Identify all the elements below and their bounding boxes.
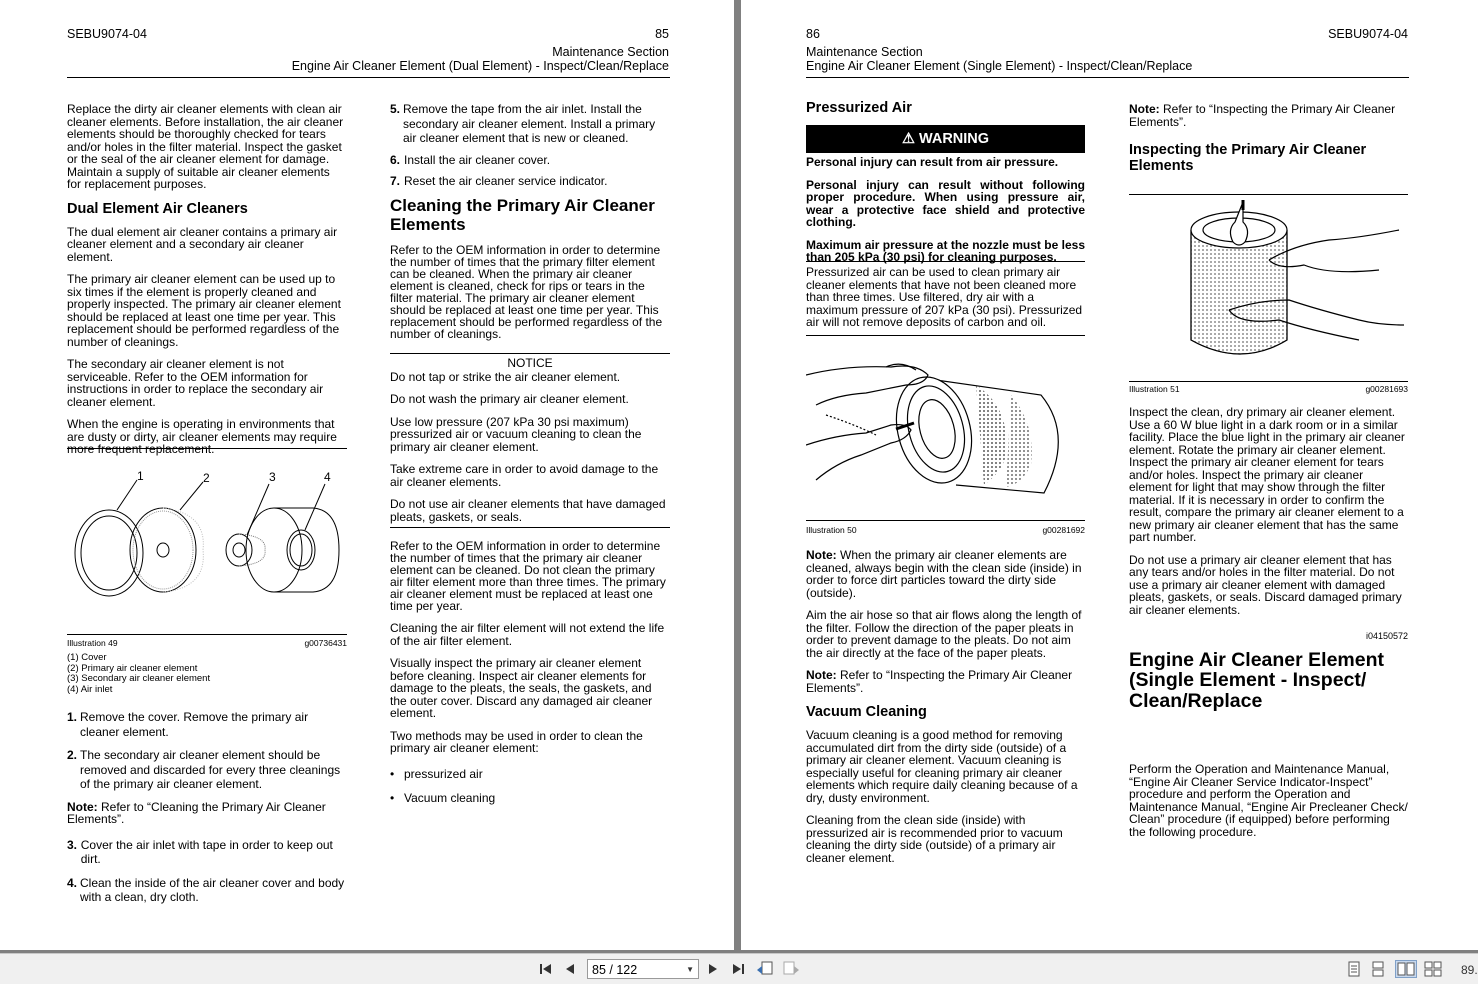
paragraph: Refer to the OEM information in order to determine the number of times that the primary filter element can be cleaned. When the primary air cleaner element is cleaned, check for rips or tears in the filter material. The primary air cleaner element should be replaced at least one time per year. This replacement should be performed regardless of the number of cleanings.	[390, 242, 663, 341]
warning-banner: ⚠ WARNING	[806, 125, 1085, 153]
legend-item: (4) Air inlet	[67, 683, 113, 695]
previous-page-icon[interactable]	[562, 960, 578, 978]
right-column-1	[806, 100, 1085, 268]
two-page-view-icon[interactable]	[1395, 960, 1417, 978]
left-column-1	[67, 103, 347, 466]
paragraph: Vacuum cleaning is a good method for removing accumulated dirt from the dirty side (outside) of a primary air cleaner element. Vacuum cleaning is especially useful for cleaning primary air cleaner elements which require daily cleaning because of a dry, dusty environment.	[806, 728, 1078, 805]
notice-bottom-rule	[390, 527, 670, 528]
notice-item: Do not tap or strike the air cleaner element.	[390, 369, 621, 384]
paragraph: When the engine is operating in environments that are dusty or dirty, air cleaner elements may require more frequent replacement.	[67, 417, 337, 456]
illustration-legend	[67, 653, 347, 695]
single-element-heading: Engine Air Cleaner Element (Single Element - Inspect/ Clean/Replace	[1129, 648, 1385, 712]
illustration-rule	[806, 335, 1085, 336]
paragraph: Two methods may be used in order to clean the primary air cleaner element:	[390, 728, 643, 755]
page-number: 85	[655, 27, 669, 41]
inspecting-heading: Inspecting the Primary Air Cleaner Elements	[1129, 142, 1367, 174]
go-forward-view-icon[interactable]	[781, 960, 801, 978]
illustration-id: g00281693	[1365, 384, 1408, 394]
caption-rule	[67, 634, 347, 635]
paragraph: The secondary air cleaner element is not serviceable. Refer to the OEM information for instructions in order to replace the secondary air cleaner element.	[67, 357, 324, 409]
step-1: 1. Remove the cover. Remove the primary air cleaner element.	[67, 710, 309, 739]
illustration-50-caption	[806, 525, 1085, 535]
first-page-icon[interactable]	[538, 960, 554, 978]
paragraph: Perform the Operation and Maintenance Manual, “Engine Air Cleaner Service Indicator-Inspect” procedure and perform the Operation and Maintenance Manual, “Engine Air Precleaner Check/ Clean” procedure (if equipped) before performing the following procedure.	[1129, 762, 1408, 839]
illustration-50	[806, 345, 1085, 520]
page-85	[0, 0, 734, 950]
right-column-1-lower	[806, 549, 1085, 874]
step-4: 4. Clean the inside of the air cleaner cover and body with a clean, dry cloth.	[67, 875, 345, 904]
cleaning-heading: Cleaning the Primary Air Cleaner Elements	[390, 195, 655, 234]
illustration-rule	[1129, 194, 1408, 195]
warning-text: Maximum air pressure at the nozzle must be less than 205 kPa (30 psi) for cleaning purposes.	[806, 237, 1085, 264]
illustration-rule	[67, 448, 347, 449]
notice-item: Do not use air cleaner elements that have damaged pleats, gaskets, or seals.	[390, 497, 666, 524]
illustration-label: Illustration 49	[67, 638, 118, 648]
header-rule	[806, 77, 1409, 78]
right-column-2-lower	[1129, 406, 1408, 848]
vacuum-cleaning-heading: Vacuum Cleaning	[806, 704, 927, 720]
last-page-icon[interactable]	[730, 960, 746, 978]
paragraph: Cleaning the air filter element will not extend the life of the air filter element.	[390, 621, 665, 648]
note: Note: Refer to “Cleaning the Primary Air Cleaner Elements”.	[67, 799, 326, 826]
notice-item: Use low pressure (207 kPa 30 psi maximum) pressurized air or vacuum cleaning to clean the primary air cleaner element.	[390, 414, 642, 454]
caption-rule	[806, 520, 1085, 521]
legend-item: (2) Primary air cleaner element	[67, 662, 198, 674]
notice-item: Take extreme care in order to avoid damage to the air cleaner elements.	[390, 462, 659, 489]
paragraph: The dual element air cleaner contains a primary air cleaner element and a secondary air cleaner element.	[67, 224, 338, 264]
step-6: 6. Install the air cleaner cover.	[390, 152, 551, 167]
step-7: 7. Reset the air cleaner service indicator.	[390, 174, 608, 188]
reference-id: i04150572	[1365, 631, 1408, 641]
page-number-input[interactable]: 85 / 122 ▼	[587, 959, 699, 979]
legend-item: (1) Cover	[67, 652, 107, 663]
bullet-item: • Vacuum cleaning	[390, 791, 496, 805]
left-column-2	[390, 102, 670, 350]
note: Note: Refer to “Inspecting the Primary Air Cleaner Elements”.	[806, 668, 1073, 695]
notice-title: NOTICE	[507, 356, 553, 370]
paragraph: Visually inspect the primary air cleaner element before cleaning. Inspect air cleaner elements for damage to the pleats, the seals, the gaskets, and the outer cover. Discard any damaged air cleaner element.	[390, 656, 653, 720]
right-column-1-p1	[806, 266, 1085, 339]
paragraph: Inspect the clean, dry primary air cleaner element. Use a 60 W blue light in a dark room or in a similar facility. Place the blue light in the primary air cleaner element. Rotate the primary air cleaner element. Inspect the primary air cleaner element for tears and/or holes. Inspect the primary air cleaner element for light that may show through the filter material. If it is necessary in order to confirm the result, compare the primary air cleaner element to a new primary air cleaner element that has the same part number.	[1129, 405, 1405, 544]
intro-paragraph: Replace the dirty air cleaner elements with clean air cleaner elements. Before installation, the air cleaner elements should be thoroughly checked for tears and/or holes in the filter material. Inspect the gasket or the seal of the air cleaner element for damage. Maintain a supply of suitable air cleaner elements for replacement purposes.	[67, 102, 344, 191]
step-3: 3. Cover the air inlet with tape in order to keep out dirt.	[67, 837, 333, 866]
paragraph: Refer to the OEM information in order to determine the number of times that the primary air cleaner element can be cleaned. Do not clean the primary air filter element more than three times. The primary air cleaner element must be replaced at least one time per year.	[390, 539, 666, 613]
step-2: 2. The secondary air cleaner element should be removed and discarded for every three cleanings of the primary air cleaner element.	[67, 748, 341, 791]
warning-text: Personal injury can result without following proper procedure. When using pressure air, wear a protective face shield and protective clothing.	[806, 177, 1085, 229]
left-column-2-lower	[390, 540, 670, 817]
note: Note: When the primary air cleaner elements are cleaned, always begin with the clean side (inside) in order to force dirt particles toward the dirty side (outside).	[806, 548, 1082, 600]
header-rule	[67, 77, 670, 78]
paragraph: Pressurized air can be used to clean primary air cleaner elements that have not been cleaned more than three times. Use filtered, dry air with a maximum pressure of 207 kPa (30 psi). Pressurized air will not remove deposits of carbon and oil.	[806, 265, 1083, 329]
topic-title: Engine Air Cleaner Element (Dual Element) - Inspect/Clean/Replace	[291, 59, 669, 73]
page-86	[741, 0, 1478, 950]
go-back-view-icon[interactable]	[755, 960, 775, 978]
chevron-down-icon[interactable]: ▼	[686, 965, 694, 974]
warning-text: Personal injury can result from air pressure.	[806, 155, 1059, 169]
paragraph: Do not use a primary air cleaner element that has any tears and/or holes in the filter material. Do not use a primary air cleaner element with damaged pleats, gaskets, or seals. Discard damaged primary air cleaner elements.	[1129, 552, 1402, 617]
pressurized-air-heading: Pressurized Air	[806, 100, 912, 116]
topic-title: Engine Air Cleaner Element (Single Element) - Inspect/Clean/Replace	[806, 59, 1193, 73]
illustration-label: Illustration 50	[806, 525, 857, 535]
illustration-id: g00736431	[304, 638, 347, 648]
zoom-level[interactable]: 89.	[1461, 963, 1478, 977]
page-number: 86	[806, 27, 820, 41]
dual-element-heading: Dual Element Air Cleaners	[67, 200, 248, 217]
illustration-49-caption	[67, 638, 347, 648]
warning-rule	[806, 261, 1085, 262]
callout-3: 3	[269, 470, 276, 484]
illustration-51	[1129, 200, 1408, 380]
paragraph: The primary air cleaner element can be used up to six times if the element is properly cleaned and properly inspected. The primary air cleaner element should be replaced at least one time per year. This replacement should be performed regardless of the number of cleanings.	[67, 272, 341, 349]
section-title: Maintenance Section	[806, 45, 923, 59]
left-column-1-steps	[67, 710, 349, 914]
paragraph: Aim the air hose so that air flows along the length of the filter. Follow the direction of the paper pleats in order to prevent damage to the pleats. Do not aim the air directly at the face of the paper pleats.	[806, 608, 1082, 660]
notice-block	[390, 357, 670, 533]
callout-1: 1	[137, 469, 144, 483]
next-page-icon[interactable]	[705, 960, 721, 978]
section-title: Maintenance Section	[552, 45, 669, 59]
viewer-toolbar	[0, 953, 1478, 984]
note: Note: Refer to “Inspecting the Primary Air Cleaner Elements”.	[1129, 102, 1396, 129]
bullet-item: • pressurized air	[390, 766, 483, 781]
callout-2: 2	[203, 471, 210, 485]
illustration-49	[67, 458, 347, 634]
two-page-continuous-icon[interactable]	[1424, 960, 1442, 978]
step-5: 5. Remove the tape from the air inlet. Install the secondary air cleaner element. Install a primary air cleaner element that is new or cleaned.	[390, 102, 656, 145]
single-page-view-icon[interactable]	[1346, 960, 1362, 978]
notice-item: Do not wash the primary air cleaner element.	[390, 392, 629, 406]
illustration-label: Illustration 51	[1129, 384, 1180, 394]
notice-top-rule	[390, 353, 670, 354]
paragraph: Cleaning from the clean side (inside) with pressurized air is recommended prior to vacuum cleaning the dirty side (outside) of a primary air cleaner element.	[806, 813, 1063, 865]
callout-4: 4	[324, 470, 331, 484]
illustration-id: g00281692	[1042, 525, 1085, 535]
doc-id: SEBU9074-04	[1328, 27, 1408, 41]
doc-id: SEBU9074-04	[67, 27, 147, 41]
legend-item: (3) Secondary air cleaner element	[67, 673, 211, 684]
illustration-51-caption	[1129, 384, 1408, 394]
warning-triangle-icon: ⚠	[901, 131, 915, 147]
continuous-view-icon[interactable]	[1370, 960, 1386, 978]
right-column-2	[1129, 103, 1408, 183]
caption-rule	[1129, 381, 1408, 382]
